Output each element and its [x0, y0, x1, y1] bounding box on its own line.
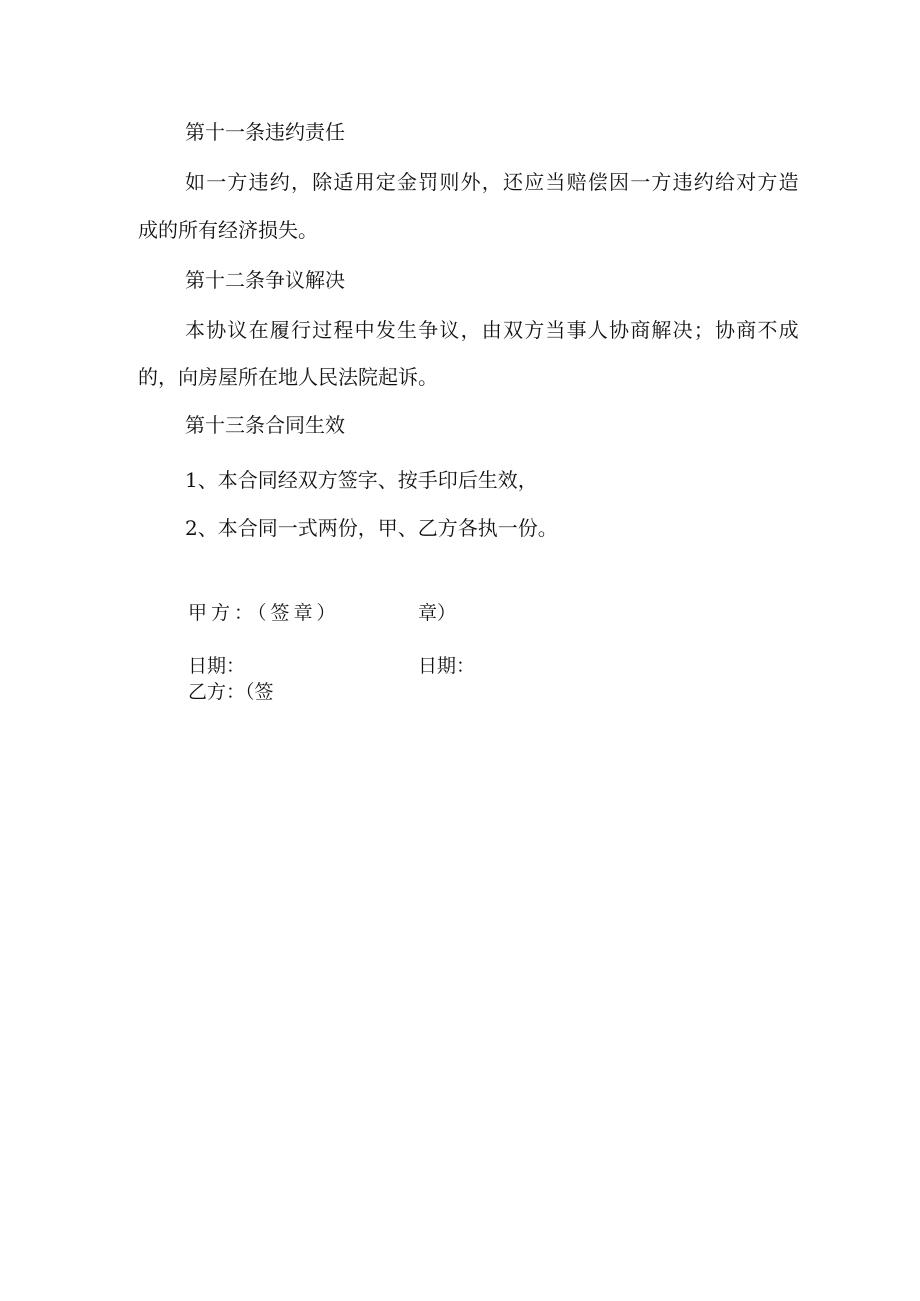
article-13-item-1: 1、本合同经双方签字、按手印后生效， [185, 468, 538, 492]
date-right-label: 日期： [418, 655, 476, 677]
article-11-body-line-1: 如一方违约，除适用定金罚则外，还应当赔偿因一方违约给对方造 [185, 170, 800, 194]
date-left-label: 日期： [188, 655, 246, 677]
article-12-heading: 第十二条争议解决 [185, 268, 345, 292]
article-11-body-line-2: 成的所有经济损失。 [138, 218, 318, 242]
article-12-body-line-2: 的，向房屋所在地人民法院起诉。 [138, 365, 438, 389]
party-b-signature-label: 乙方：（签 [188, 681, 274, 703]
seal-fragment-label: 章） [418, 602, 457, 624]
article-13-heading: 第十三条合同生效 [185, 413, 345, 437]
article-13-item-2: 2、本合同一式两份，甲、乙方各执一份。 [185, 516, 558, 540]
article-11-heading: 第十一条违约责任 [185, 120, 345, 144]
article-12-body-line-1: 本协议在履行过程中发生争议，由双方当事人协商解决；协商不成 [185, 318, 800, 342]
party-a-signature-label: 甲方：（签章） [188, 602, 340, 624]
